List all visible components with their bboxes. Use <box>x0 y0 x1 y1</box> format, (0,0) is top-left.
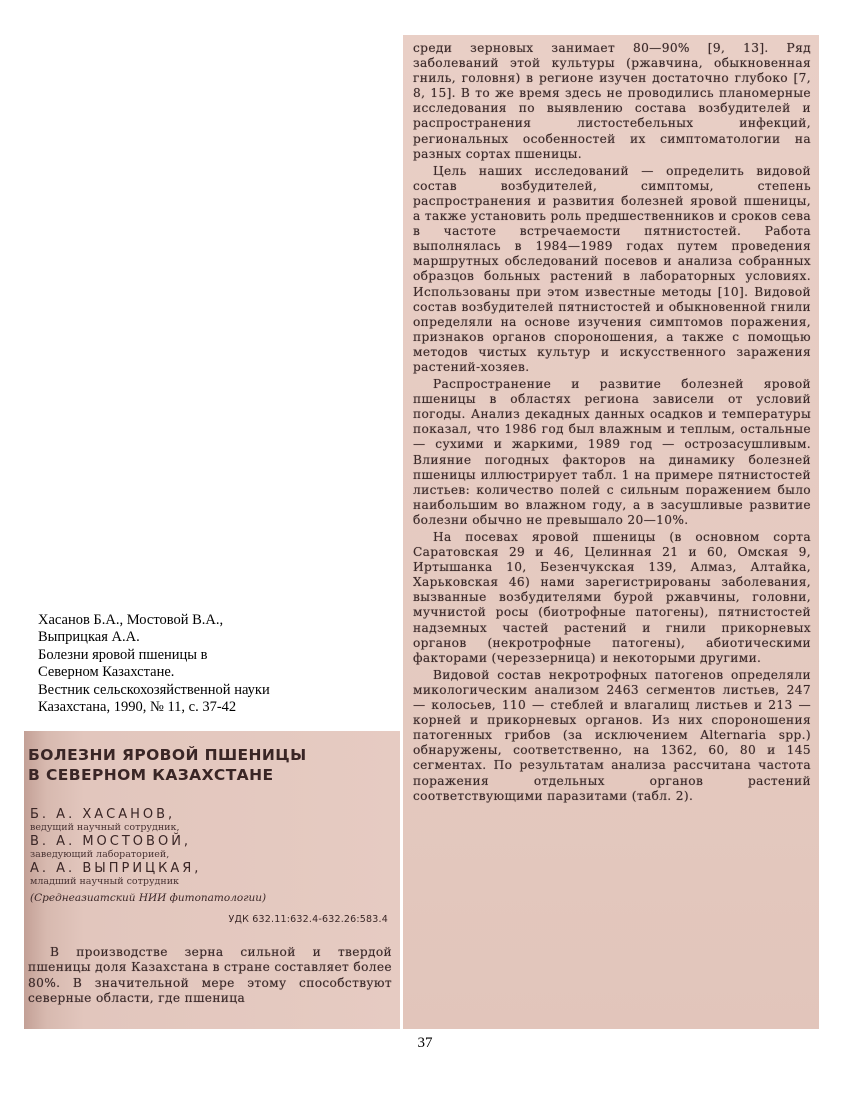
article-title-line-2: В СЕВЕРНОМ КАЗАХСТАНЕ <box>28 766 274 784</box>
author-name: А. А. ВЫПРИЦКАЯ, <box>30 861 202 876</box>
citation-line: Казахстана, 1990, № 11, с. 37-42 <box>38 699 237 716</box>
citation-line: Выприцкая А.А. <box>38 629 140 646</box>
author-name: Б. А. ХАСАНОВ, <box>30 807 176 822</box>
paragraph-wheat-varieties: На посевах яровой пшеницы (в основном сорта Саратовская 29 и 46, Целинная 21 и 60, Омская 9, Иртышанка 10, Безенчукская 139, Алмаз, Алтайка, Харьковская 46) нами зарегистрированы заболевания, вызванные возбудителями бурой ржавчины, головни, мучнистой росы (биотрофные патогены), пятнистостей надземных частей растений и гнили прикорневых органов (некротрофные патогены), абиотическими факторами (череззерница) и некоторыми другими. <box>413 530 811 665</box>
paragraph-species-composition: Видовой состав некротрофных патогенов определяли микологическим анализом 2463 сегментов листьев, 247 — колосьев, 110 — стеблей и влагалищ листьев и 213 — корней и прикорневых органов. Из них спороношения патогенных грибов (за исключением Alternaria spp.) обнаружены, соответственно, на 1362, 60, 80 и 145 сегментах. По результатам анализа рассчитана частота поражения отдельных органов растений соответствующими паразитами (табл. 2). <box>413 667 811 803</box>
authors-list <box>28 807 392 888</box>
citation-line: Хасанов Б.А., Мостовой В.А., <box>38 612 224 628</box>
author-name: В. А. МОСТОВОЙ, <box>30 834 192 849</box>
citation-line: Вестник сельскохозяйственной науки <box>38 681 270 698</box>
citation-block <box>38 612 358 716</box>
lead-paragraph: В производстве зерна сильной и твердой пшеницы доля Казахстана в стране составляет более 80%. В значительной мере этому способствуют северные области, где пшеница <box>28 945 392 1006</box>
paragraph-research-aim: Цель наших исследований — определить видовой состав возбудителей, симптомы, степень распространения и развития болезней яровой пшеницы, а также установить роль предшественников и сроков сева в частоте встречаемости пятнистостей. Работа выполнялась в 1984—1989 годах путем проведения маршрутных обследований посевов и анализа собранных образцов больных растений в лабораторных условиях. Использованы при этом известные методы [10]. Видовой состав возбудителей пятнистостей и обыкновенной гнили определяли на основе изучения симптомов поражения, признаков органов спороношения, а также с помощью методов чистых культур и искусственного заражения растений-хозяев. <box>413 163 811 374</box>
page-number: 37 <box>417 1035 433 1051</box>
scanned-article-header <box>24 731 400 1029</box>
author-role: ведущий научный сотрудник, <box>30 822 180 833</box>
author-role: заведующий лабораторией, <box>30 849 170 860</box>
article-title-line-1: БОЛЕЗНИ ЯРОВОЙ ПШЕНИЦЫ <box>28 746 307 764</box>
citation-line: Болезни яровой пшеницы в <box>38 646 208 663</box>
scanned-column-right <box>403 35 819 1029</box>
institute-affiliation: (Среднеазиатский НИИ фитопатологии) <box>30 892 267 904</box>
author-role: младший научный сотрудник <box>30 876 179 887</box>
udk-code: УДК 632.11:632.4-632.26:583.4 <box>228 914 388 925</box>
paragraph-continuation: среди зерновых занимает 80—90% [9, 13]. Ряд заболеваний этой культуры (ржавчина, обыкновенная гниль, головня) в регионе изучен достаточно глубоко [7, 8, 15]. В то же время здесь не проводились планомерные исследования по выявлению состава возбудителей и распространения листостебельных инфекций, региональных особенностей их симптоматологии на разных сортах пшеницы. <box>413 41 811 161</box>
paragraph-disease-spread: Распространение и развитие болезней яровой пшеницы в областях региона зависели от условий погоды. Анализ декадных данных осадков и температуры показал, что 1986 год был влажным и теплым, остальные — сухими и жаркими, 1989 год — острозасушливым. Влияние погодных факторов на динамику болезней пшеницы иллюстрирует табл. 1 на примере пятнистостей листьев: количество полей с сильным поражением было наибольшим во влажном году, а в засушливые развитие болезни обычно не превышало 20—10%. <box>413 377 811 527</box>
citation-line: Северном Казахстане. <box>38 664 175 681</box>
